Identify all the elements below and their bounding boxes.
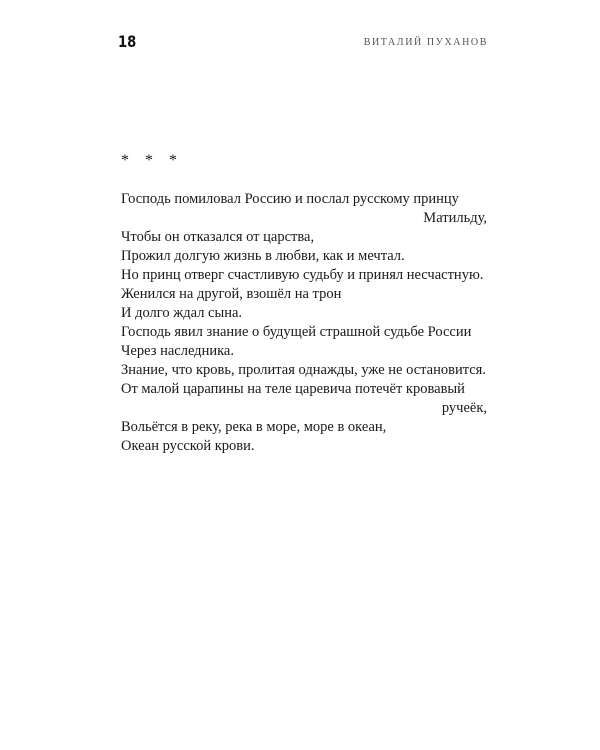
poem-line: Господь помиловал Россию и послал русскому принцу	[121, 191, 459, 207]
poem-line: Женился на другой, взошёл на трон	[121, 286, 342, 302]
poem-line-overflow: ручеёк,	[441, 400, 487, 416]
poem-line-overflow: Матильду,	[423, 210, 487, 226]
poem-line: Но принц отверг счастливую судьбу и принял несчастную.	[121, 267, 484, 283]
running-header-author: ВИТАЛИЙ ПУХАНОВ	[363, 37, 488, 48]
section-asterism: * * *	[121, 152, 177, 169]
poem-line: Через наследника.	[121, 343, 234, 359]
poem-line: Прожил долгую жизнь в любви, как и мечтал.	[121, 248, 405, 264]
poem-line: От малой царапины на теле царевича потечёт кровавый	[121, 381, 465, 397]
poem-body	[121, 190, 487, 456]
poem-line: Чтобы он отказался от царства,	[121, 229, 315, 245]
poem-line: И долго ждал сына.	[121, 305, 243, 321]
poem-line: Океан русской крови.	[121, 438, 255, 454]
poem-line: Вольётся в реку, река в море, море в океан,	[121, 419, 387, 435]
poem-line: Знание, что кровь, пролитая однажды, уже не остановится.	[121, 362, 486, 378]
page-number: 18	[118, 32, 137, 51]
poem-line: Господь явил знание о будущей страшной судьбе России	[121, 324, 472, 340]
